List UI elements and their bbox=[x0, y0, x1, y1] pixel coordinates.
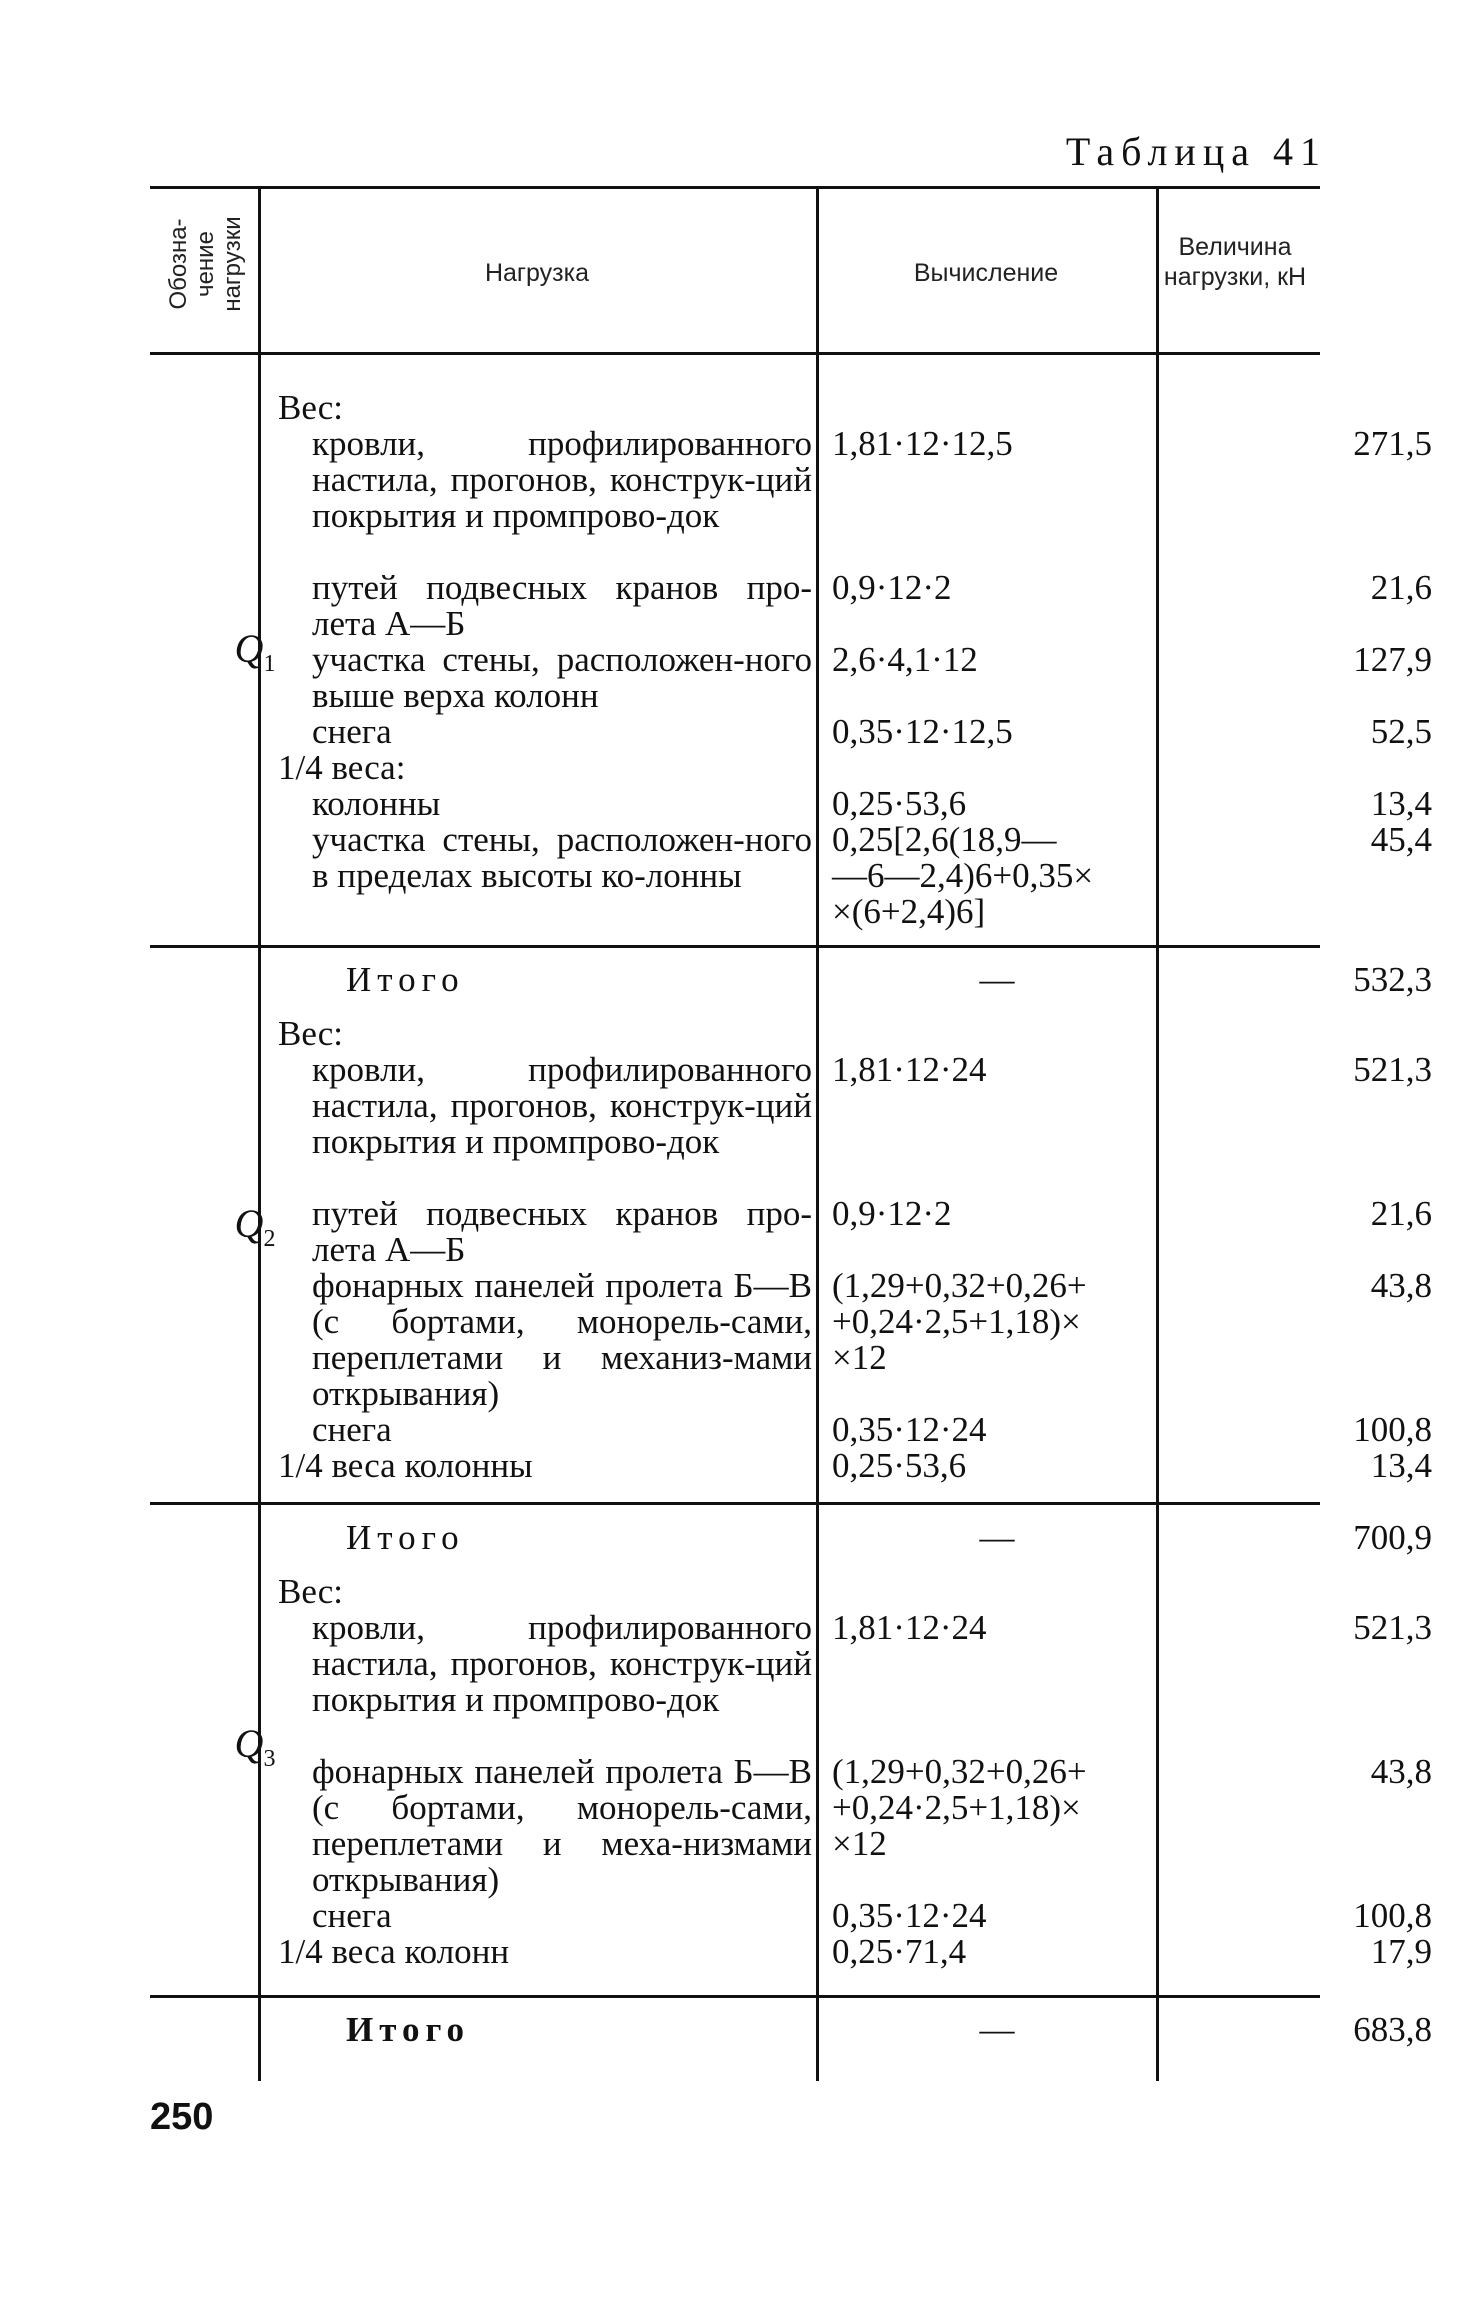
total-label: Итого bbox=[346, 2010, 470, 2049]
calc-cell: 0,35·12·24 bbox=[832, 1896, 987, 1935]
value-cell: 13,4 bbox=[1370, 1446, 1432, 1485]
load-cell: Вес: bbox=[278, 1572, 344, 1611]
calc-cell: 0,9·12·2 bbox=[832, 1194, 952, 1233]
load-cell: фонарных панелей пролета Б—В (с бортами, монорель-сами, переплетами и механиз-мами открывания) bbox=[312, 1266, 812, 1413]
calc-cell: 2,6·4,1·12 bbox=[832, 640, 978, 679]
group-label: $Q_2$ bbox=[234, 1201, 276, 1252]
load-cell: фонарных панелей пролета Б—В (с бортами, монорель-сами, переплетами и меха-низмами открывания) bbox=[312, 1752, 812, 1899]
calc-cell: (1,29+0,32+0,26+ +0,24·2,5+1,18)× ×12 bbox=[832, 1266, 1087, 1377]
calc-cell: 0,35·12·12,5 bbox=[832, 712, 1013, 751]
load-cell: 1/4 веса колонн bbox=[278, 1932, 510, 1971]
value-cell: 100,8 bbox=[1353, 1410, 1432, 1449]
header-bottom-rule bbox=[150, 352, 1320, 355]
calc-cell: 0,35·12·24 bbox=[832, 1410, 987, 1449]
value-cell: 52,5 bbox=[1370, 712, 1432, 751]
load-cell: путей подвесных кранов про-лета А—Б bbox=[312, 1194, 812, 1269]
load-cell: 1/4 веса колонны bbox=[278, 1446, 533, 1485]
load-cell: кровли, профилированного настила, прогонов, конструк-ций покрытия и промпрово-док bbox=[312, 1608, 812, 1719]
table-caption: Таблица 41 bbox=[1065, 129, 1327, 174]
value-cell: 43,8 bbox=[1370, 1752, 1432, 1791]
group-divider-3 bbox=[150, 1995, 1320, 1998]
calc-cell: 0,25·53,6 bbox=[832, 784, 967, 823]
load-cell: снега bbox=[312, 1410, 392, 1449]
header-magnitude: Величина нагрузки, кН bbox=[1163, 233, 1307, 291]
table-top-rule bbox=[150, 186, 1320, 189]
column-rule-1 bbox=[258, 186, 261, 2081]
load-cell: 1/4 веса: bbox=[278, 748, 406, 787]
load-cell: Вес: bbox=[278, 1014, 344, 1053]
group-label: $Q_1$ bbox=[234, 626, 276, 677]
total-calc: — bbox=[979, 960, 1015, 999]
value-cell: 43,8 bbox=[1370, 1266, 1432, 1305]
page-number: 250 bbox=[150, 2096, 214, 2138]
load-cell: снега bbox=[312, 1896, 392, 1935]
calc-cell: 0,9·12·2 bbox=[832, 568, 952, 607]
total-calc: — bbox=[979, 2010, 1015, 2049]
value-cell: 13,4 bbox=[1370, 784, 1432, 823]
group-label: $Q_3$ bbox=[234, 1721, 276, 1772]
total-value: 683,8 bbox=[1353, 2010, 1432, 2049]
load-cell: Вес: bbox=[278, 388, 344, 427]
group-divider-2 bbox=[150, 1502, 1320, 1505]
calc-cell: 0,25[2,6(18,9— —6—2,4)6+0,35× ×(6+2,4)6] bbox=[832, 820, 1094, 931]
group-divider-1 bbox=[150, 945, 1320, 948]
value-cell: 100,8 bbox=[1353, 1896, 1432, 1935]
calc-cell: 0,25·53,6 bbox=[832, 1446, 967, 1485]
load-cell: кровли, профилированного настила, прогонов, конструк-ций покрытия и промпрово-док bbox=[312, 1050, 812, 1161]
load-cell: снега bbox=[312, 712, 392, 751]
calc-cell: (1,29+0,32+0,26+ +0,24·2,5+1,18)× ×12 bbox=[832, 1752, 1087, 1863]
load-cell: участка стены, расположен-ного выше верха колонн bbox=[312, 640, 812, 715]
calc-cell: 0,25·71,4 bbox=[832, 1932, 967, 1971]
load-cell: путей подвесных кранов про-лета А—Б bbox=[312, 568, 812, 643]
value-cell: 21,6 bbox=[1370, 568, 1432, 607]
load-cell: кровли, профилированного настила, прогонов, конструк-ций покрытия и промпрово-док bbox=[312, 424, 812, 535]
total-value: 532,3 bbox=[1353, 960, 1432, 999]
calc-cell: 1,81·12·24 bbox=[832, 1050, 987, 1089]
total-calc: — bbox=[979, 1518, 1015, 1557]
load-cell: участка стены, расположен-ного в пределах высоты ко-лонны bbox=[312, 820, 812, 895]
value-cell: 521,3 bbox=[1353, 1050, 1432, 1089]
header-calculation: Вычисление bbox=[913, 259, 1059, 287]
load-cell: колонны bbox=[312, 784, 441, 823]
total-label: Итого bbox=[346, 1518, 465, 1557]
value-cell: 127,9 bbox=[1353, 640, 1432, 679]
calc-cell: 1,81·12·12,5 bbox=[832, 424, 1013, 463]
value-cell: 45,4 bbox=[1370, 820, 1432, 859]
value-cell: 271,5 bbox=[1353, 424, 1432, 463]
column-rule-2 bbox=[816, 186, 819, 2081]
value-cell: 521,3 bbox=[1353, 1608, 1432, 1647]
header-designation: Обозна-чение нагрузки bbox=[165, 216, 246, 312]
total-label: Итого bbox=[346, 960, 465, 999]
value-cell: 21,6 bbox=[1370, 1194, 1432, 1233]
value-cell: 17,9 bbox=[1370, 1932, 1432, 1971]
calc-cell: 1,81·12·24 bbox=[832, 1608, 987, 1647]
header-load: Нагрузка bbox=[484, 259, 590, 287]
total-value: 700,9 bbox=[1353, 1518, 1432, 1557]
